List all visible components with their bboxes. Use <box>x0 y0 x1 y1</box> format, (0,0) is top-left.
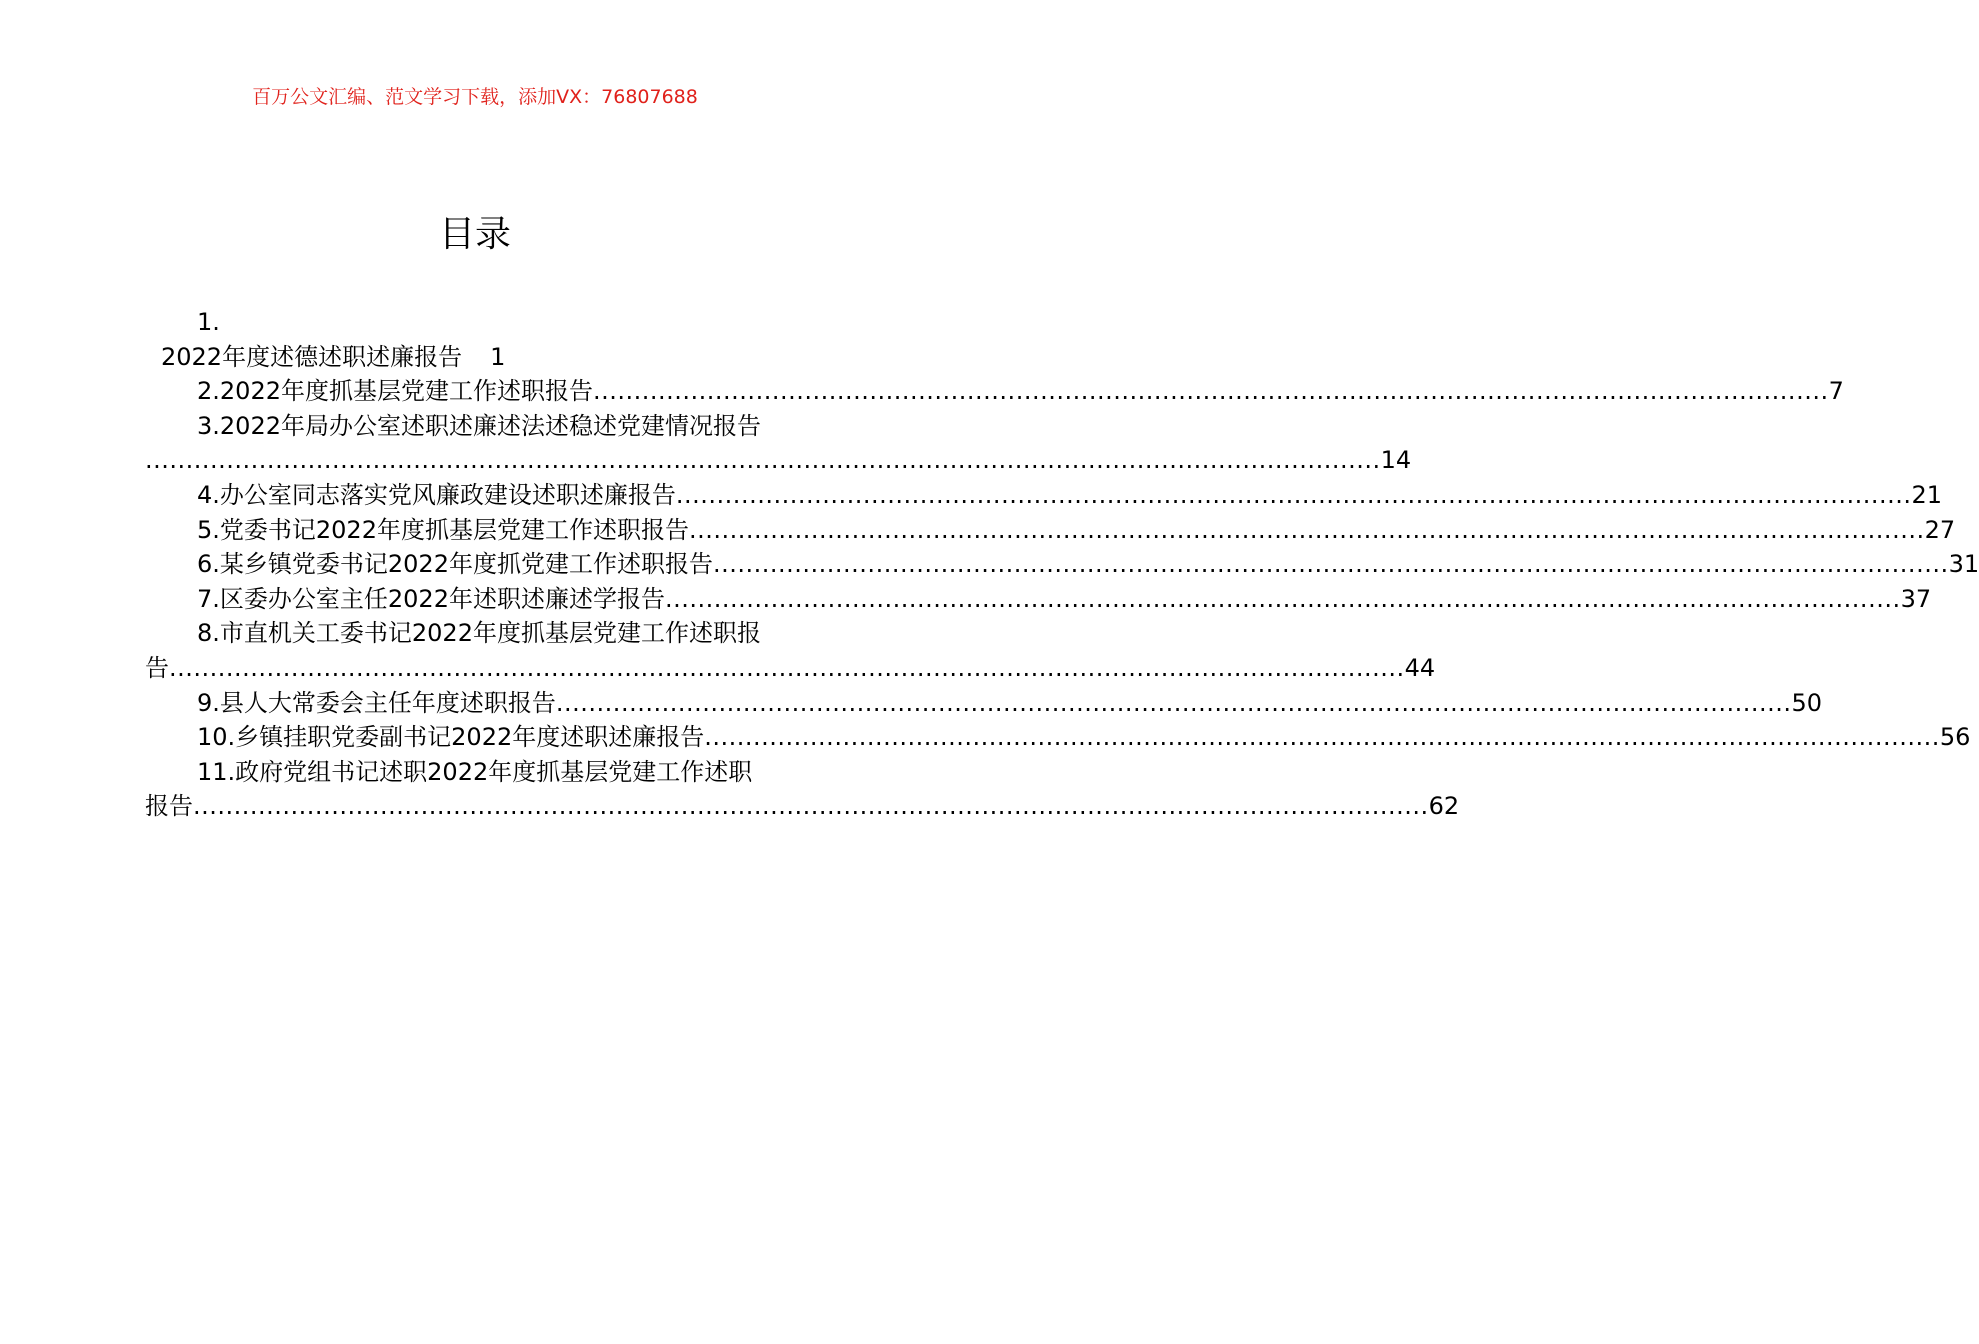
toc-entry-title-cont: 报告 <box>145 792 193 821</box>
toc-entry-1[interactable] <box>145 340 807 375</box>
toc-entry-6[interactable] <box>145 547 1979 582</box>
page-title: 目录 <box>438 214 511 255</box>
toc-entry-title: 4.办公室同志落实党风廉政建设述职述廉报告 <box>197 480 676 509</box>
toc-entry-3-line1[interactable] <box>145 409 807 444</box>
toc-entry-page: 14 <box>1380 446 1412 475</box>
toc-entry-page: 27 <box>1924 515 1956 544</box>
table-of-contents <box>145 305 1979 824</box>
toc-entry-7[interactable] <box>145 582 1932 617</box>
toc-entry-page: 1 <box>490 342 506 371</box>
toc-entry-title: 6.某乡镇党委书记2022年度抓党建工作述职报告 <box>197 550 713 579</box>
toc-entry-page: 62 <box>1428 792 1460 821</box>
toc-entry-title: 11.政府党组书记述职2022年度抓基层党建工作述职 <box>197 757 753 786</box>
toc-entry-9[interactable] <box>145 686 1823 721</box>
toc-entry-8-line2[interactable] <box>145 651 1436 686</box>
toc-entry-page: 31 <box>1948 550 1979 579</box>
toc-entry-3-line2[interactable] <box>145 443 1412 478</box>
toc-entry-title: 10.乡镇挂职党委副书记2022年度述职述廉报告 <box>197 723 705 752</box>
toc-entry-page: 56 <box>1939 723 1971 752</box>
toc-entry-title: 8.市直机关工委书记2022年度抓基层党建工作述职报 <box>197 619 761 648</box>
toc-leader-dots <box>556 686 1792 721</box>
toc-leader-dots <box>193 789 1429 824</box>
toc-entry-title: 7.区委办公室主任2022年述职述廉述学报告 <box>197 584 665 613</box>
toc-entry-4[interactable] <box>145 478 1943 513</box>
toc-leader-dots <box>713 547 1949 582</box>
toc-entry-8-line1[interactable] <box>145 616 807 651</box>
toc-entry-page: 44 <box>1404 653 1436 682</box>
toc-leader-dots <box>689 513 1925 548</box>
toc-leader-dots <box>676 478 1912 513</box>
toc-entry-title-cont: 告 <box>145 653 169 682</box>
toc-entry-title: 9.县人大常委会主任年度述职报告 <box>197 688 556 717</box>
toc-entry-page: 21 <box>1911 480 1943 509</box>
toc-entry-page: 50 <box>1791 688 1823 717</box>
toc-entry-1-number[interactable]: 1. <box>197 308 220 336</box>
toc-entry-11-line2[interactable] <box>145 789 1460 824</box>
toc-entry-title: 2022年度述德述职述廉报告 <box>161 342 463 371</box>
toc-entry-page: 7 <box>1828 377 1844 406</box>
toc-leader-dots <box>704 720 1940 755</box>
toc-leader-dots <box>593 374 1829 409</box>
toc-entry-10[interactable] <box>145 720 1971 755</box>
toc-entry-title: 5.党委书记2022年度抓基层党建工作述职报告 <box>197 515 689 544</box>
toc-entry-5[interactable] <box>145 513 1956 548</box>
toc-entry-11-line1[interactable] <box>145 755 807 790</box>
toc-leader-dots <box>169 651 1405 686</box>
toc-entry-page: 37 <box>1900 584 1932 613</box>
toc-entry-2[interactable] <box>145 374 1844 409</box>
toc-entry-title: 3.2022年局办公室述职述廉述法述稳述党建情况报告 <box>197 411 761 440</box>
toc-entry-title: 2.2022年度抓基层党建工作述职报告 <box>197 377 593 406</box>
toc-leader-dots <box>145 443 1381 478</box>
toc-leader-dots <box>665 582 1901 617</box>
header-watermark: 百万公文汇编、范文学习下载，添加VX：76807688 <box>252 86 698 108</box>
